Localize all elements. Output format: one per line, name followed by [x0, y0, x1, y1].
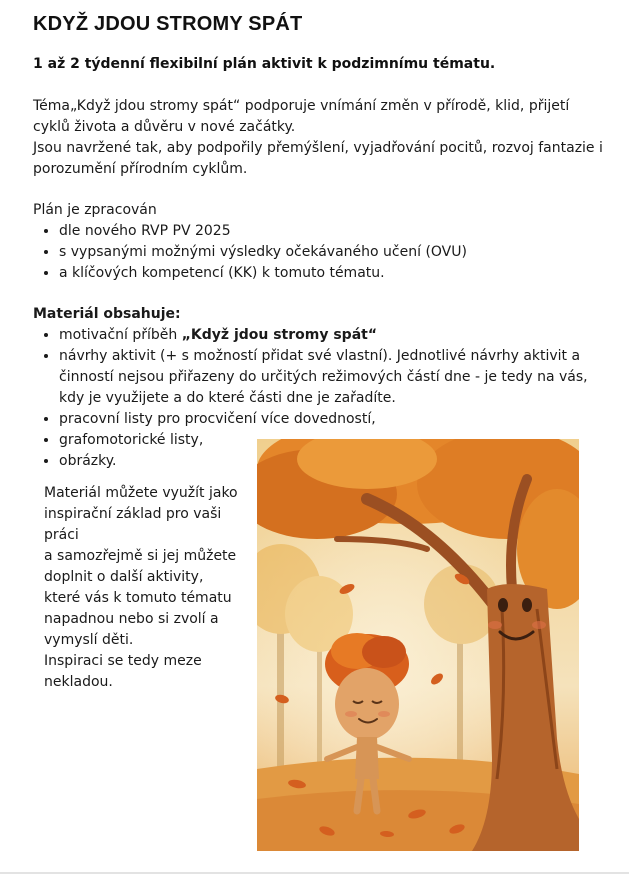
- story-title: „Když jdou stromy spát“: [181, 327, 378, 343]
- plan-heading: Plán je zpracován: [33, 202, 157, 218]
- side-text-3: Inspiraci se tedy meze nekladou.: [44, 653, 202, 690]
- list-item: • a klíčových kompetencí (KK) k tomuto tématu.: [59, 263, 604, 284]
- plan-list: [33, 221, 604, 284]
- list-item-prefix: motivační příběh: [59, 327, 182, 343]
- side-text-1: Materiál můžete využít jako inspirační základ pro vaši práci: [44, 485, 238, 543]
- document-subtitle: 1 až 2 týdenní flexibilní plán aktivit k podzimnímu tématu.: [33, 56, 496, 72]
- intro-paragraph: [33, 96, 608, 180]
- side-paragraph: [44, 483, 244, 693]
- document-title: KDYŽ JDOU STROMY SPÁT: [33, 13, 303, 35]
- list-item: • dle nového RVP PV 2025: [59, 221, 604, 242]
- list-item: • s vypsanými možnými výsledky očekávaného učení (OVU): [59, 242, 604, 263]
- intro-text-2: Jsou navržené tak, aby podpořily přemýšlení, vyjadřování pocitů, rozvoj fantazie i porozumění přírodním cyklům.: [33, 140, 603, 177]
- material-heading: Materiál obsahuje:: [33, 306, 181, 322]
- list-item: • obrázky.: [59, 451, 604, 472]
- side-text-2: a samozřejmě si jej můžete doplnit o další aktivity, které vás k tomuto tématu napadnou nebo si zvolí a vymyslí děti.: [44, 548, 237, 648]
- list-item: [59, 325, 604, 346]
- intro-text-1: Téma„Když jdou stromy spát“ podporuje vnímání změn v přírodě, klid, přijetí cyklů života a důvěru v nové začátky.: [33, 98, 570, 135]
- list-item: • návrhy aktivit (+ s možností přidat své vlastní). Jednotlivé návrhy aktivit a činností nejsou přiřazeny do určitých režimových částí dne - je tedy na vás, kdy je využijete a do které části dne je zařadíte.: [59, 346, 604, 409]
- autumn-tree-and-leaf-child-illustration: [257, 439, 579, 851]
- list-item: • pracovní listy pro procvičení více dovedností,: [59, 409, 604, 430]
- list-item: • grafomotorické listy,: [59, 430, 604, 451]
